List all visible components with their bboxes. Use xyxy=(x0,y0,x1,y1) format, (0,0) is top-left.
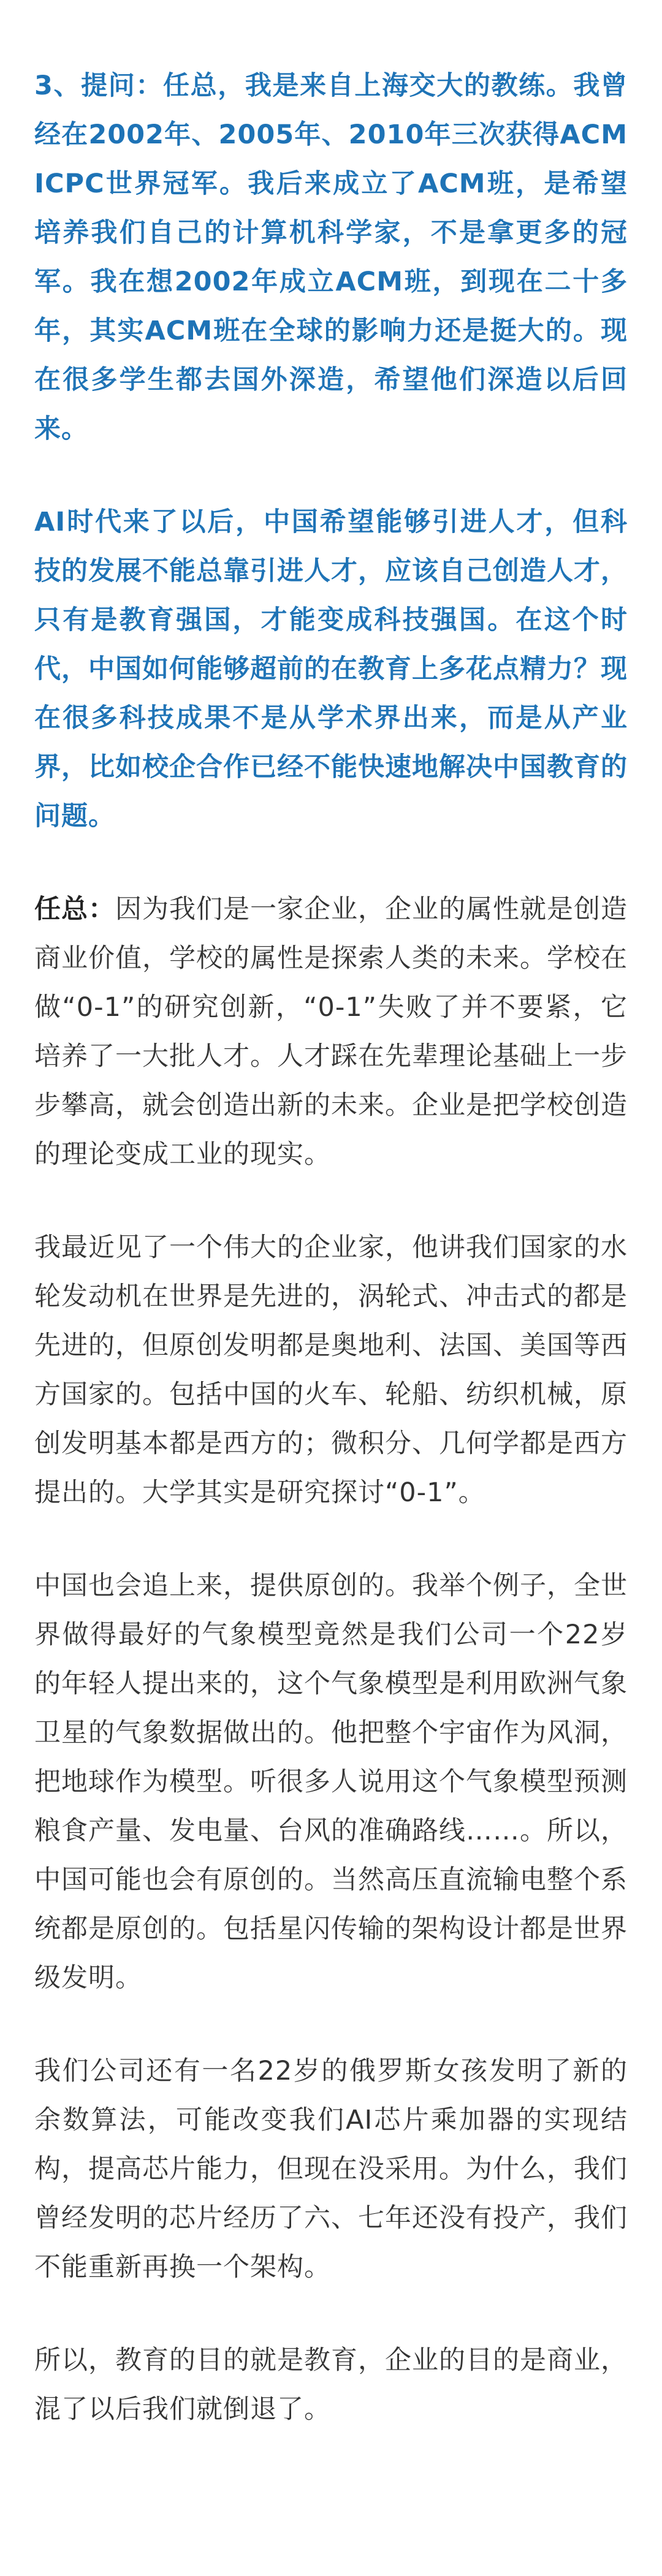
question-paragraph-1: 3、提问：任总，我是来自上海交大的教练。我曾经在2002年、2005年、2010年三次获得ACM ICPC世界冠军。我后来成立了ACM班，是希望培养我们自己的计算机科学家，不是拿更多的冠军。我在想2002年成立ACM班，到现在二十多年，其实ACM班在全球的影响力还是挺大的。现在很多学生都去国外深造，希望他们深造以后回来。 xyxy=(34,70,628,444)
question-paragraph-2: AI时代来了以后，中国希望能够引进人才，但科技的发展不能总靠引进人才，应该自己创造人才，只有是教育强国，才能变成科技强国。在这个时代，中国如何能够超前的在教育上多花点精力？现在很多科技成果不是从学术界出来，而是从产业界，比如校企合作已经不能快速地解决中国教育的问题。 xyxy=(34,507,628,832)
answer-paragraph-4: 我们公司还有一名22岁的俄罗斯女孩发明了新的余数算法，可能改变我们AI芯片乘加器的实现结构，提高芯片能力，但现在没采用。为什么，我们曾经发明的芯片经历了六、七年还没有投产，我们不能重新再换一个架构。 xyxy=(34,2056,628,2282)
answer-paragraph-1 xyxy=(34,885,628,1179)
answer-paragraph-5: 所以，教育的目的就是教育，企业的目的是商业，混了以后我们就倒退了。 xyxy=(34,2345,628,2425)
speaker-label: 任总： xyxy=(34,894,115,925)
article xyxy=(34,61,628,2478)
answer-paragraph-3: 中国也会追上来，提供原创的。我举个例子，全世界做得最好的气象模型竟然是我们公司一个22岁的年轻人提出来的，这个气象模型是利用欧洲气象卫星的气象数据做出的。他把整个宇宙作为风洞，把地球作为模型。听很多人说用这个气象模型预测粮食产量、发电量、台风的准确路线……。所以，中国可能也会有原创的。当然高压直流输电整个系统都是原创的。包括星闪传输的架构设计都是世界级发明。 xyxy=(34,1570,628,1993)
answer-text: 因为我们是一家企业，企业的属性就是创造商业价值，学校的属性是探索人类的未来。学校在做“0-1”的研究创新，“0-1”失败了并不要紧，它培养了一大批人才。人才踩在先辈理论基础上一步步攀高，就会创造出新的未来。企业是把学校创造的理论变成工业的现实。 xyxy=(34,894,628,1170)
answer-paragraph-2: 我最近见了一个伟大的企业家，他讲我们国家的水轮发动机在世界是先进的，涡轮式、冲击式的都是先进的，但原创发明都是奥地利、法国、美国等西方国家的。包括中国的火车、轮船、纺织机械，原创发明基本都是西方的；微积分、几何学都是西方提出的。大学其实是研究探讨“0-1”。 xyxy=(34,1232,628,1508)
